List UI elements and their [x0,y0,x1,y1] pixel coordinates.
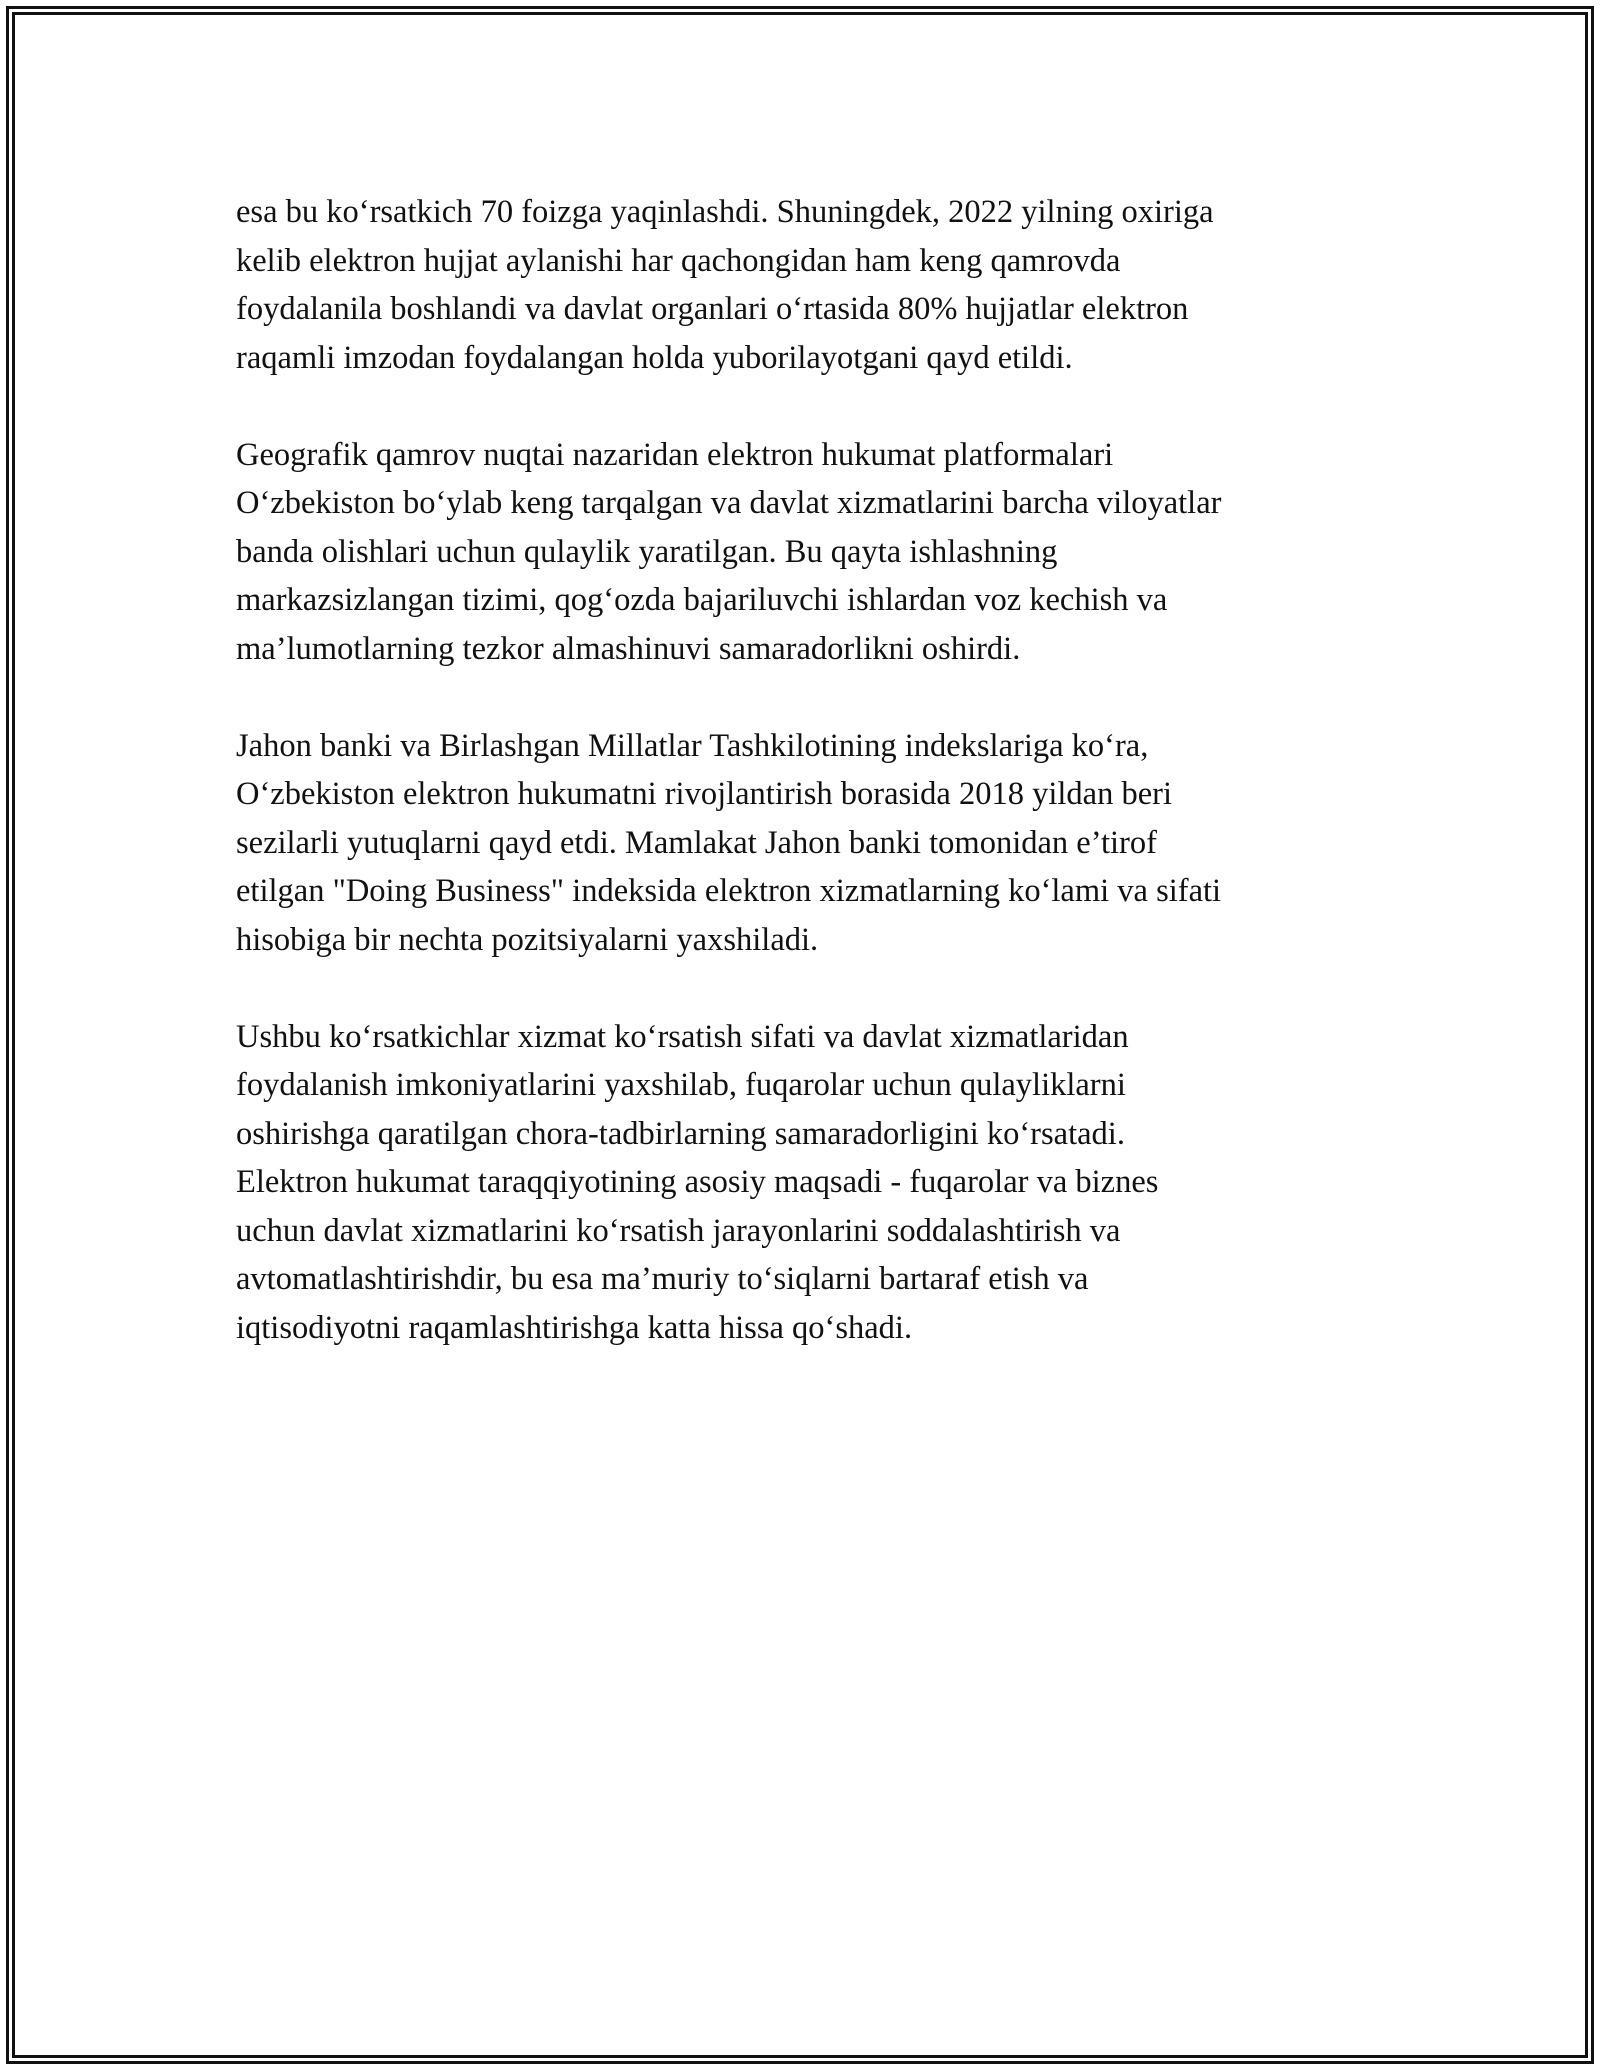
text-line: Oʻzbekiston boʻylab keng tarqalgan va davlat xizmatlarini barcha viloyatlar [236,485,1222,521]
text-line: ma’lumotlarning tezkor almashinuvi samaradorlikni oshirdi. [236,630,1021,667]
text-line: sezilarli yutuqlarni qayd etdi. Mamlakat Jahon banki tomonidan e’tirof [236,824,1157,861]
paragraph-spacer [236,673,1366,722]
paragraph-3 [236,722,1366,965]
paragraph-spacer [236,382,1366,431]
text-line: Geografik qamrov nuqtai nazaridan elektron hukumat platformalari [236,436,1114,473]
text-line: hisobiga bir nechta pozitsiyalarni yaxshiladi. [236,921,819,958]
text-line: Ushbu koʻrsatkichlar xizmat koʻrsatish sifati va davlat xizmatlaridan [236,1018,1129,1055]
text-line: Elektron hukumat taraqqiyotining asosiy maqsadi - fuqarolar va biznes [236,1164,1159,1200]
text-line: iqtisodiyotni raqamlashtirishga katta hissa qoʻshadi. [236,1309,913,1346]
paragraph-spacer [236,964,1366,1013]
document-body [236,188,1366,1352]
text-line: avtomatlashtirishdir, bu esa ma’muriy toʻsiqlarni bartaraf etish va [236,1261,1089,1297]
text-line: Oʻzbekiston elektron hukumatni rivojlantirish borasida 2018 yildan beri [236,776,1172,812]
paragraph-1 [236,188,1366,382]
paragraph-2 [236,431,1366,674]
text-line: esa bu koʻrsatkich 70 foizga yaqinlashdi. Shuningdek, 2022 yilning oxiriga [236,194,1214,230]
text-line: raqamli imzodan foydalangan holda yuborilayotgani qayd etildi. [236,339,1073,376]
text-line: uchun davlat xizmatlarini koʻrsatish jarayonlarini soddalashtirish va [236,1212,1121,1249]
text-line: kelib elektron hujjat aylanishi har qachongidan ham keng qamrovda [236,242,1121,279]
text-line: foydalanila boshlandi va davlat organlari oʻrtasida 80% hujjatlar elektron [236,291,1189,327]
text-line: banda olishlari uchun qulaylik yaratilgan. Bu qayta ishlashning [236,533,1058,570]
text-line: oshirishga qaratilgan chora-tadbirlarning samaradorligini koʻrsatadi. [236,1115,1125,1152]
text-line: foydalanish imkoniyatlarini yaxshilab, fuqarolar uchun qulayliklarni [236,1067,1126,1103]
text-line: markazsizlangan tizimi, qogʻozda bajariluvchi ishlardan voz kechish va [236,582,1168,618]
paragraph-4 [236,1013,1366,1353]
text-line: Jahon banki va Birlashgan Millatlar Tashkilotining indekslariga koʻra, [236,727,1149,764]
text-line: etilgan "Doing Business" indeksida elektron xizmatlarning koʻlami va sifati [236,873,1222,909]
